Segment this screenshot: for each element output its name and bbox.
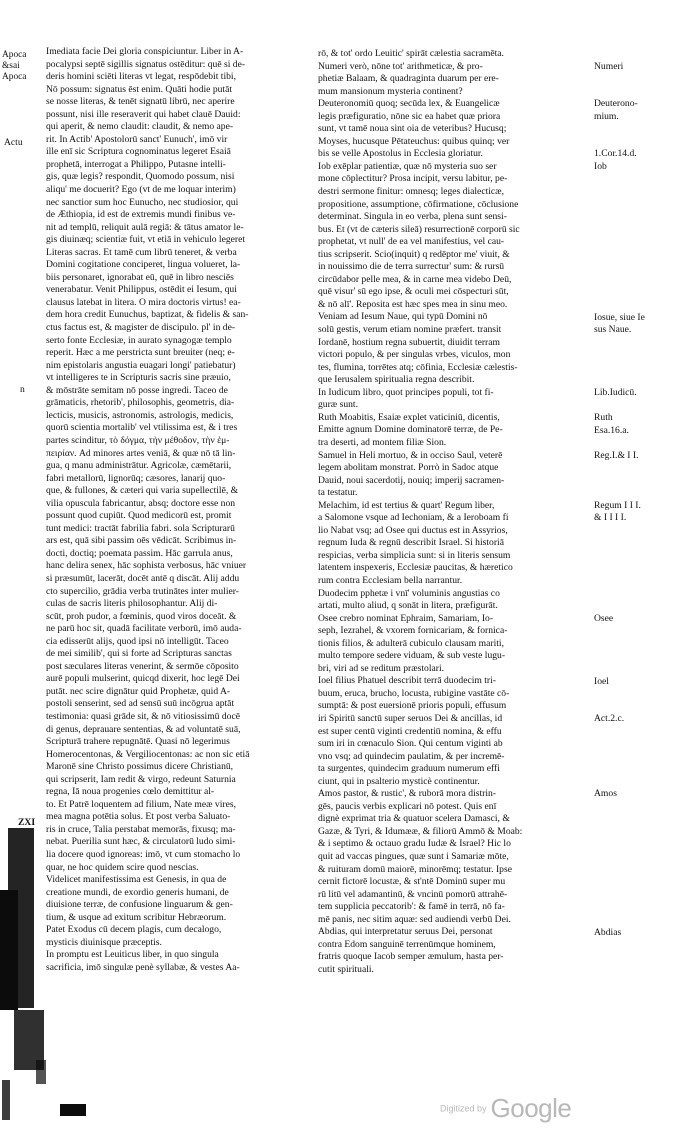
text-line: Samuel in Heli mortuo, & in occiso Saul, veterē bbox=[318, 449, 503, 461]
text-line: aurē populi mulserint, quicqd dixerit, hoc legē Dei bbox=[46, 673, 240, 685]
text-line: qui aperit, & nemo claudit: claudit, & nemo ape- bbox=[46, 121, 234, 133]
text-line: ars est, quā sibi passim oēs vēdicāt. Scribimus in- bbox=[46, 535, 237, 547]
text-line: pocalypsi septē sigillis signatus ostēditur: quē si de- bbox=[46, 58, 246, 70]
left-margin-note: &sai bbox=[2, 61, 20, 71]
text-line: cutit spirituali. bbox=[318, 963, 374, 975]
text-line: & mōstrāte semitam nō posse ingredi. Taceo de bbox=[46, 384, 228, 396]
text-line: In Iudicum libro, quot principes populi, tot fi- bbox=[318, 386, 494, 398]
right-margin-note: Act.2.c. bbox=[594, 713, 625, 725]
text-line: tem supplicia peccatorib': & famē in terrā, nō fa- bbox=[318, 901, 505, 913]
text-line: mum mansionum mysteria continent? bbox=[318, 85, 463, 97]
text-line: buum, eruca, brucho, locusta, rubigine vastāte cō- bbox=[318, 687, 510, 699]
text-line: deris homini sciēti literas vt legat, respōdebit tibi, bbox=[46, 71, 236, 83]
text-line: Gazæ, & Tyri, & Idumææ, & filiorū Ammō & Moab: bbox=[318, 825, 523, 837]
text-line: Veniam ad Iesum Naue, qui typū Domini nō bbox=[318, 311, 488, 323]
text-line: Nō possum: signatus ēst enim. Quāti hodie putāt bbox=[46, 83, 232, 95]
text-line: ta testatur. bbox=[318, 487, 358, 499]
text-line: ille enī sic Scriptura cognominatus legeret Esaiā bbox=[46, 146, 231, 158]
ink-stain bbox=[0, 890, 18, 1010]
text-line: Ruth Moabitis, Esaiæ explet vaticiniū, dicentis, bbox=[318, 411, 500, 423]
text-line: latentem inspexeris, Ecclesiæ paucitas, & hæretico bbox=[318, 562, 513, 574]
ink-stain bbox=[60, 1104, 86, 1116]
left-margin-note: Actu bbox=[4, 137, 23, 148]
text-line: determinat. Singula in eo verba, plena sunt sensi- bbox=[318, 211, 507, 223]
text-line: culas de sacris literis philosophantur. Alij di- bbox=[46, 598, 218, 610]
text-line: nim epistolaris angustia euagari longi' patiebatur) bbox=[46, 359, 236, 371]
text-line: fabri metallorū, lignorūq; cæsores, lanarij quo- bbox=[46, 472, 226, 484]
text-line: phetiæ Balaam, & quadraginta duarum per ere- bbox=[318, 73, 499, 85]
text-line: tra deserti, ad montem filiæ Sion. bbox=[318, 436, 447, 448]
text-line: destri sermone finitur: omnesq; leges dialecticæ, bbox=[318, 186, 504, 198]
text-line: serto fonte Ecclesiæ, in aurato synagogæ templo bbox=[46, 334, 232, 346]
text-line: prophetat, vt null' de ea vel manifestius, vel cau- bbox=[318, 236, 505, 248]
text-line: rō, & tot' ordo Leuitic' spirāt cælestia sacramēta. bbox=[318, 48, 504, 59]
text-line: Domini cogitatione conciperet, lingua volueret, la- bbox=[46, 259, 241, 271]
text-line: nebat. Puerilia sunt hæc, & circulatorū ludo simi- bbox=[46, 836, 236, 848]
text-line: nec sanctior sum hoc Eunucho, nec studiosior, qui bbox=[46, 196, 239, 208]
right-margin-note: Deuterono- bbox=[594, 98, 638, 110]
text-line: sacrificia, imō singulæ penè syllabæ, & vestes Aa- bbox=[46, 961, 240, 973]
text-line: docti, doctiq; poemata passim. Hāc garrula anus, bbox=[46, 547, 233, 559]
text-line: a Salomone vsque ad Iechoniam, & a Ieroboam fi bbox=[318, 512, 509, 524]
right-margin-note: Ruth bbox=[594, 411, 613, 423]
text-line: regna, Iā noua progenies cœlo demittitur al- bbox=[46, 786, 215, 798]
text-line: quorū scientia mortalib' vel vtilissima est, & i tres bbox=[46, 422, 238, 434]
text-line: hanc delira senex, hāc sophista verbosus, hāc vniuer bbox=[46, 560, 247, 572]
text-line: & i septimo & octauo gradu Iudæ & Israel? Hic lo bbox=[318, 838, 511, 850]
text-line: Osee crebro nominat Ephraim, Samariam, Io- bbox=[318, 612, 494, 624]
text-line: clausus latebat in litera. O mira doctoris virtus! ea- bbox=[46, 296, 241, 308]
text-line: gua, q manu administrātur. Agricolæ, cæmētarii, bbox=[46, 460, 232, 472]
text-line: testimonia: quasi grāde sit, & nō vitiosissimū docē bbox=[46, 710, 240, 722]
text-line: fratris quoque Iacob semper æmulum, hasta per- bbox=[318, 951, 504, 963]
text-line: mone cōplectitur? Prosa incipit, versu labitur, pe- bbox=[318, 173, 508, 185]
right-margin-note: Ioel bbox=[594, 675, 609, 687]
text-line: πειρίαν. Ad minores artes veniā, & quæ nō tā lin- bbox=[46, 447, 236, 459]
left-margin-note: n bbox=[20, 384, 25, 395]
text-line: lecticis, musicis, astronomis, astrologis, medicis, bbox=[46, 409, 234, 421]
text-line: Ioel filius Phatuel describit terrā duodecim tri- bbox=[318, 675, 496, 687]
text-line: contra Edom sanguinē terrenūmque hominem, bbox=[318, 938, 496, 950]
text-line: tunt medici: tractāt fabrilia fabri. sola Scripturarū bbox=[46, 522, 235, 534]
text-line: to. Et Patrē loquentem ad filium, Nate meæ vires, bbox=[46, 798, 236, 810]
text-line: gis diuinæq; scientiæ fuit, vt etiā in vehiculo legeret bbox=[46, 234, 246, 246]
text-line: aliqu' me docuerit? Ego (vt de me loquar interim) bbox=[46, 184, 236, 196]
text-line: Literas sacras. Et tamē cum librū teneret, & verba bbox=[46, 246, 237, 258]
text-line: legem abolitam monstrat. Porrò in Sadoc atque bbox=[318, 462, 499, 474]
text-line: sunt, vt tamē noua sint oia de veteribus? Hucusq; bbox=[318, 123, 507, 135]
text-line: dignè exprimat tria & quatuor scelera Damasci, & bbox=[318, 813, 510, 825]
text-line: ne parū hoc sit, quadā facilitate verborū, imō auda- bbox=[46, 623, 242, 635]
text-line: Dauid, noui sacerdotij, nouiq; imperij sacramen- bbox=[318, 474, 505, 486]
text-line: propositione, assumptione, cōfirmatione, cōclusione bbox=[318, 198, 519, 210]
text-line: tius scripserit. Scio(inquit) q redēptor me' viuit, & bbox=[318, 248, 510, 260]
text-line: Amos pastor, & rustic', & ruborā mora distrin- bbox=[318, 788, 496, 800]
text-line: Abdias, qui interpretatur seruus Dei, personat bbox=[318, 926, 493, 938]
text-line: grāmaticis, rhetorib', philosophis, geometris, dia- bbox=[46, 397, 235, 409]
digitized-watermark bbox=[440, 1093, 572, 1123]
right-margin-note: Reg.I.& I I. bbox=[594, 449, 639, 461]
text-line: sumptā: & post euersionē prioris populi, effusum bbox=[318, 700, 507, 712]
text-line: tes, flumina, torrētes atq; cōfinia, Ecclesiæ cælestis- bbox=[318, 361, 518, 373]
text-line: Duodecim pphetæ i vnī' voluminis angustias co bbox=[318, 587, 500, 599]
text-line: prophetā, interrogat a Philippo, Putasne intelli- bbox=[46, 158, 226, 170]
text-line: Videlicet manifestissima est Genesis, in qua de bbox=[46, 874, 227, 886]
text-line: vt intelligeres te in Scripturis sacris sine præuio, bbox=[46, 372, 231, 384]
ink-stain bbox=[36, 1060, 46, 1084]
text-line: rū litū vel adamantinū, & vncinū pomorū attrahē- bbox=[318, 888, 508, 900]
text-line: postoli senserint, sed ad sensū suū incōgrua aptāt bbox=[46, 698, 235, 710]
text-line: cto supercilio, grādia verba trutinātes inter mulier- bbox=[46, 585, 239, 597]
text-line: possunt, nisi ille reseraverit qui habet clauē Dauid: bbox=[46, 108, 241, 120]
text-line: multo tempore sedere viduam, & sub veste lugu- bbox=[318, 650, 506, 662]
right-margin-note: 1.Cor.14.d. bbox=[594, 148, 637, 160]
text-line: rum contra Ecclesiam bella narrantur. bbox=[318, 574, 463, 586]
right-margin-note: mium. bbox=[594, 110, 619, 122]
text-line: de Æthiopia, id est de extremis mundi finibus ve- bbox=[46, 209, 236, 221]
text-line: tium, & usque ad exitum scribitur Hebræorum. bbox=[46, 911, 227, 923]
text-line: Homerocentonas, & Vergiliocentonas: ac non sic etiā bbox=[46, 748, 250, 760]
text-line: Patet Exodus cū decem plagis, cum decalogo, bbox=[46, 924, 222, 936]
text-line: in nouissimo die de terra surrectur' sum: & rursū bbox=[318, 261, 505, 273]
ink-stain bbox=[2, 1080, 10, 1120]
text-line: In promptu est Leuiticus liber, in quo singula bbox=[46, 949, 219, 961]
text-line: di genus, deprauare sententias, & ad voluntatē suā, bbox=[46, 723, 241, 735]
text-line: de mei similib', qui si forte ad Scripturas sanctas bbox=[46, 648, 232, 660]
text-line: ris in cruce, Talia perstabat memorās, fixusq; ma- bbox=[46, 823, 236, 835]
text-line: Deuteronomiū quoq; secūda lex, & Euangelicæ bbox=[318, 98, 500, 110]
text-line: Imediata facie Dei gloria conspiciuntur. Liber in A- bbox=[46, 46, 244, 57]
text-line: qui scripserit, Iam redit & virgo, redeunt Saturnia bbox=[46, 773, 236, 785]
right-margin-note: Iosue, siue Ie bbox=[594, 311, 645, 323]
left-margin-notes bbox=[2, 50, 42, 83]
text-line: quit ad vaccas pingues, quæ sunt i Samariæ mōte, bbox=[318, 851, 509, 862]
text-line: solū gestis, verum etiam nomine præfert. transit bbox=[318, 324, 502, 336]
text-line: Scripturā trahere repugnātē. Quasi nō legerimus bbox=[46, 736, 230, 748]
text-line: dem hora credit Eunuchus, baptizat, & fidelis & san- bbox=[46, 309, 249, 321]
text-line: circūdabor pelle mea, & in carne mea videbo Deū, bbox=[318, 273, 512, 285]
left-margin-note: Apoca bbox=[2, 50, 27, 60]
right-margin-note: Abdias bbox=[594, 926, 622, 938]
right-margin-note: Esa.16.a. bbox=[594, 424, 629, 436]
right-margin-note: Numeri bbox=[594, 60, 624, 72]
text-line: que, & fullones, & cæteri qui varia supellectilē, & bbox=[46, 485, 239, 497]
text-line: iri Spiritū sanctū super seruos Dei & ancillas, id bbox=[318, 712, 503, 724]
text-line: biis personaret, ignorabat eū, quē in libro nesciēs bbox=[46, 271, 234, 283]
text-line: Emitte agnum Domine dominatorē terræ, de Pe- bbox=[318, 424, 503, 436]
text-line: partes scinditur, τὸ δόγμα, τὴν μέθοδον, τὴν ἐμ- bbox=[46, 434, 230, 446]
text-line: guræ sunt. bbox=[318, 399, 358, 411]
text-line: lio Nabat vsq; ad Osee qui ductus est in Assyrios, bbox=[318, 524, 508, 536]
text-line: lia docere quod ignoreas: imō, vt cum stomacho lo bbox=[46, 849, 241, 860]
text-line: gis, quæ legis? respondit, Quomodo possum, nisi bbox=[46, 171, 235, 183]
text-line: diuisione terræ, de confusione linguarum & gen- bbox=[46, 899, 233, 911]
text-line: est super centū viginti credentiū nomina, & effu bbox=[318, 725, 502, 737]
text-line: scūt, proh pudor, a fœminis, quod viros doceāt. & bbox=[46, 610, 237, 622]
text-line: rit. In Actib' Apostolorū sanct' Eunuch', imō vir bbox=[46, 133, 228, 145]
text-line: Iob exēplar patientiæ, quæ nō mysteria suo ser bbox=[318, 160, 497, 172]
right-margin-note: Regum I I I. bbox=[594, 499, 641, 511]
text-line: creatione mundi, de exordio generis humani, de bbox=[46, 886, 229, 898]
text-line: gēs, paucis verbis explicari nō potest. Quis enī bbox=[318, 800, 497, 812]
watermark-small: Digitized by bbox=[440, 1103, 487, 1114]
text-line: seph, Iezrahel, & vxorem fornicariam, & fornica- bbox=[318, 625, 508, 637]
text-line: tionis filios, & adulterā cubiculo clausam mariti, bbox=[318, 637, 504, 649]
text-line: ciunt, qui in psalterio mysticè continentur. bbox=[318, 775, 480, 787]
text-line: respicias, verba simplicia sunt: si in literis sensum bbox=[318, 549, 511, 561]
text-line: artati, multo aliud, q sonāt in litera, præfigurāt. bbox=[318, 600, 498, 612]
left-text-column bbox=[46, 46, 314, 974]
text-line: possunt quod cupiūt. Quod medicorū est, promit bbox=[46, 510, 232, 522]
right-margin-note: & I I I I. bbox=[594, 512, 627, 524]
text-line: Maronē sine Christo possimus dicere Christianū, bbox=[46, 761, 234, 773]
text-line: reperit. Hæc a me perstricta sunt breuiter (neq; e- bbox=[46, 347, 235, 359]
text-line: vilia opuscula fabricantur, absq; doctore esse non bbox=[46, 497, 236, 509]
text-line: quar, ne hoc quidem scire quod nescias. bbox=[46, 861, 199, 873]
text-line: Numeri verò, nōne tot' arithmeticæ, & pro- bbox=[318, 60, 483, 72]
text-line: mē panis, nec sitim aquæ: sed audiendi verbū Dei. bbox=[318, 913, 511, 925]
text-line: mysticis diuinisque præceptis. bbox=[46, 936, 162, 948]
text-line: ta surgentes, quindecim graduum numerum effi bbox=[318, 763, 500, 775]
text-line: victori populo, & per singulas vrbes, viculos, mon bbox=[318, 349, 511, 361]
text-line: putāt. nec scire dignātur quid Prophetæ, quid A- bbox=[46, 685, 231, 697]
text-line: vno vsq; ad quindecim paulatim, & per incremē- bbox=[318, 750, 505, 762]
text-line: se nosse literas, & tenēt signatū librū, nec aperire bbox=[46, 96, 235, 108]
text-line: venerabatur. Venit Philippus, ostēdit ei Iesum, qui bbox=[46, 284, 237, 296]
text-line: Melachim, id est tertius & quart' Regum liber, bbox=[318, 499, 495, 511]
text-line: nit ad templū, reliquit aulā regiā: & tātus amator le- bbox=[46, 221, 244, 233]
text-line: post sæculares literas venerint, & sermōe cōposito bbox=[46, 660, 239, 672]
text-line: & ruituram domū maiorē, minorēmq; testatur. Ipse bbox=[318, 863, 512, 875]
text-line: que Ierusalem spiritualia regna describit. bbox=[318, 374, 475, 386]
left-margin-note: ZXI bbox=[18, 817, 36, 828]
text-line: bus. Et (vt de cæteris sileā) resurrectionē corporū sic bbox=[318, 223, 520, 235]
text-line: legis præfiguratio, nōne sic ea habet quæ priora bbox=[318, 110, 501, 122]
text-line: & nō alī'. Reposita est hæc spes mea in sinu meo. bbox=[318, 298, 508, 310]
right-margin-note: Lib.Iudicū. bbox=[594, 386, 637, 398]
right-margin-note: Amos bbox=[594, 788, 617, 800]
right-text-column bbox=[318, 48, 588, 976]
right-margin-note: Iob bbox=[594, 160, 607, 172]
left-margin-note: Apoca bbox=[2, 72, 27, 82]
text-line: mea magna potētia solus. Et post verba Saluato- bbox=[46, 811, 231, 823]
text-line: bis se velle Apostolus in Ecclesia gloriatur. bbox=[318, 148, 483, 160]
text-line: si præsumūt, lacerāt, docēt antē q discāt. Alij addu bbox=[46, 572, 240, 584]
text-line: ctus factus est, & magister de discipulo. pl' in de- bbox=[46, 322, 236, 334]
text-line: Iordanē, hostium regna subuertit, diuidit terram bbox=[318, 336, 500, 348]
text-line: sum iri in cœnaculo Sion. Qui centum viginti ab bbox=[318, 738, 503, 750]
right-margin-note: sus Naue. bbox=[594, 324, 632, 336]
right-margin-note: Osee bbox=[594, 612, 614, 624]
watermark-logo: Google bbox=[490, 1093, 572, 1123]
text-line: bri, viri ad se reditum præstolari. bbox=[318, 662, 445, 674]
text-line: cia edisserūt alijs, quod ipsi nō intelligūt. Taceo bbox=[46, 635, 229, 647]
text-line: cernit fictorē locustæ, & st'ntē Dominū super mu bbox=[318, 876, 506, 888]
text-line: regnum Iuda & regnū describit Israel. Si historiā bbox=[318, 537, 504, 549]
text-line: Moyses, hucusque Pētateuchus: quibus quinq; ver bbox=[318, 135, 510, 147]
text-line: quē visur' sū ego ipse, & oculi mei cōspecturi sūt, bbox=[318, 286, 509, 298]
